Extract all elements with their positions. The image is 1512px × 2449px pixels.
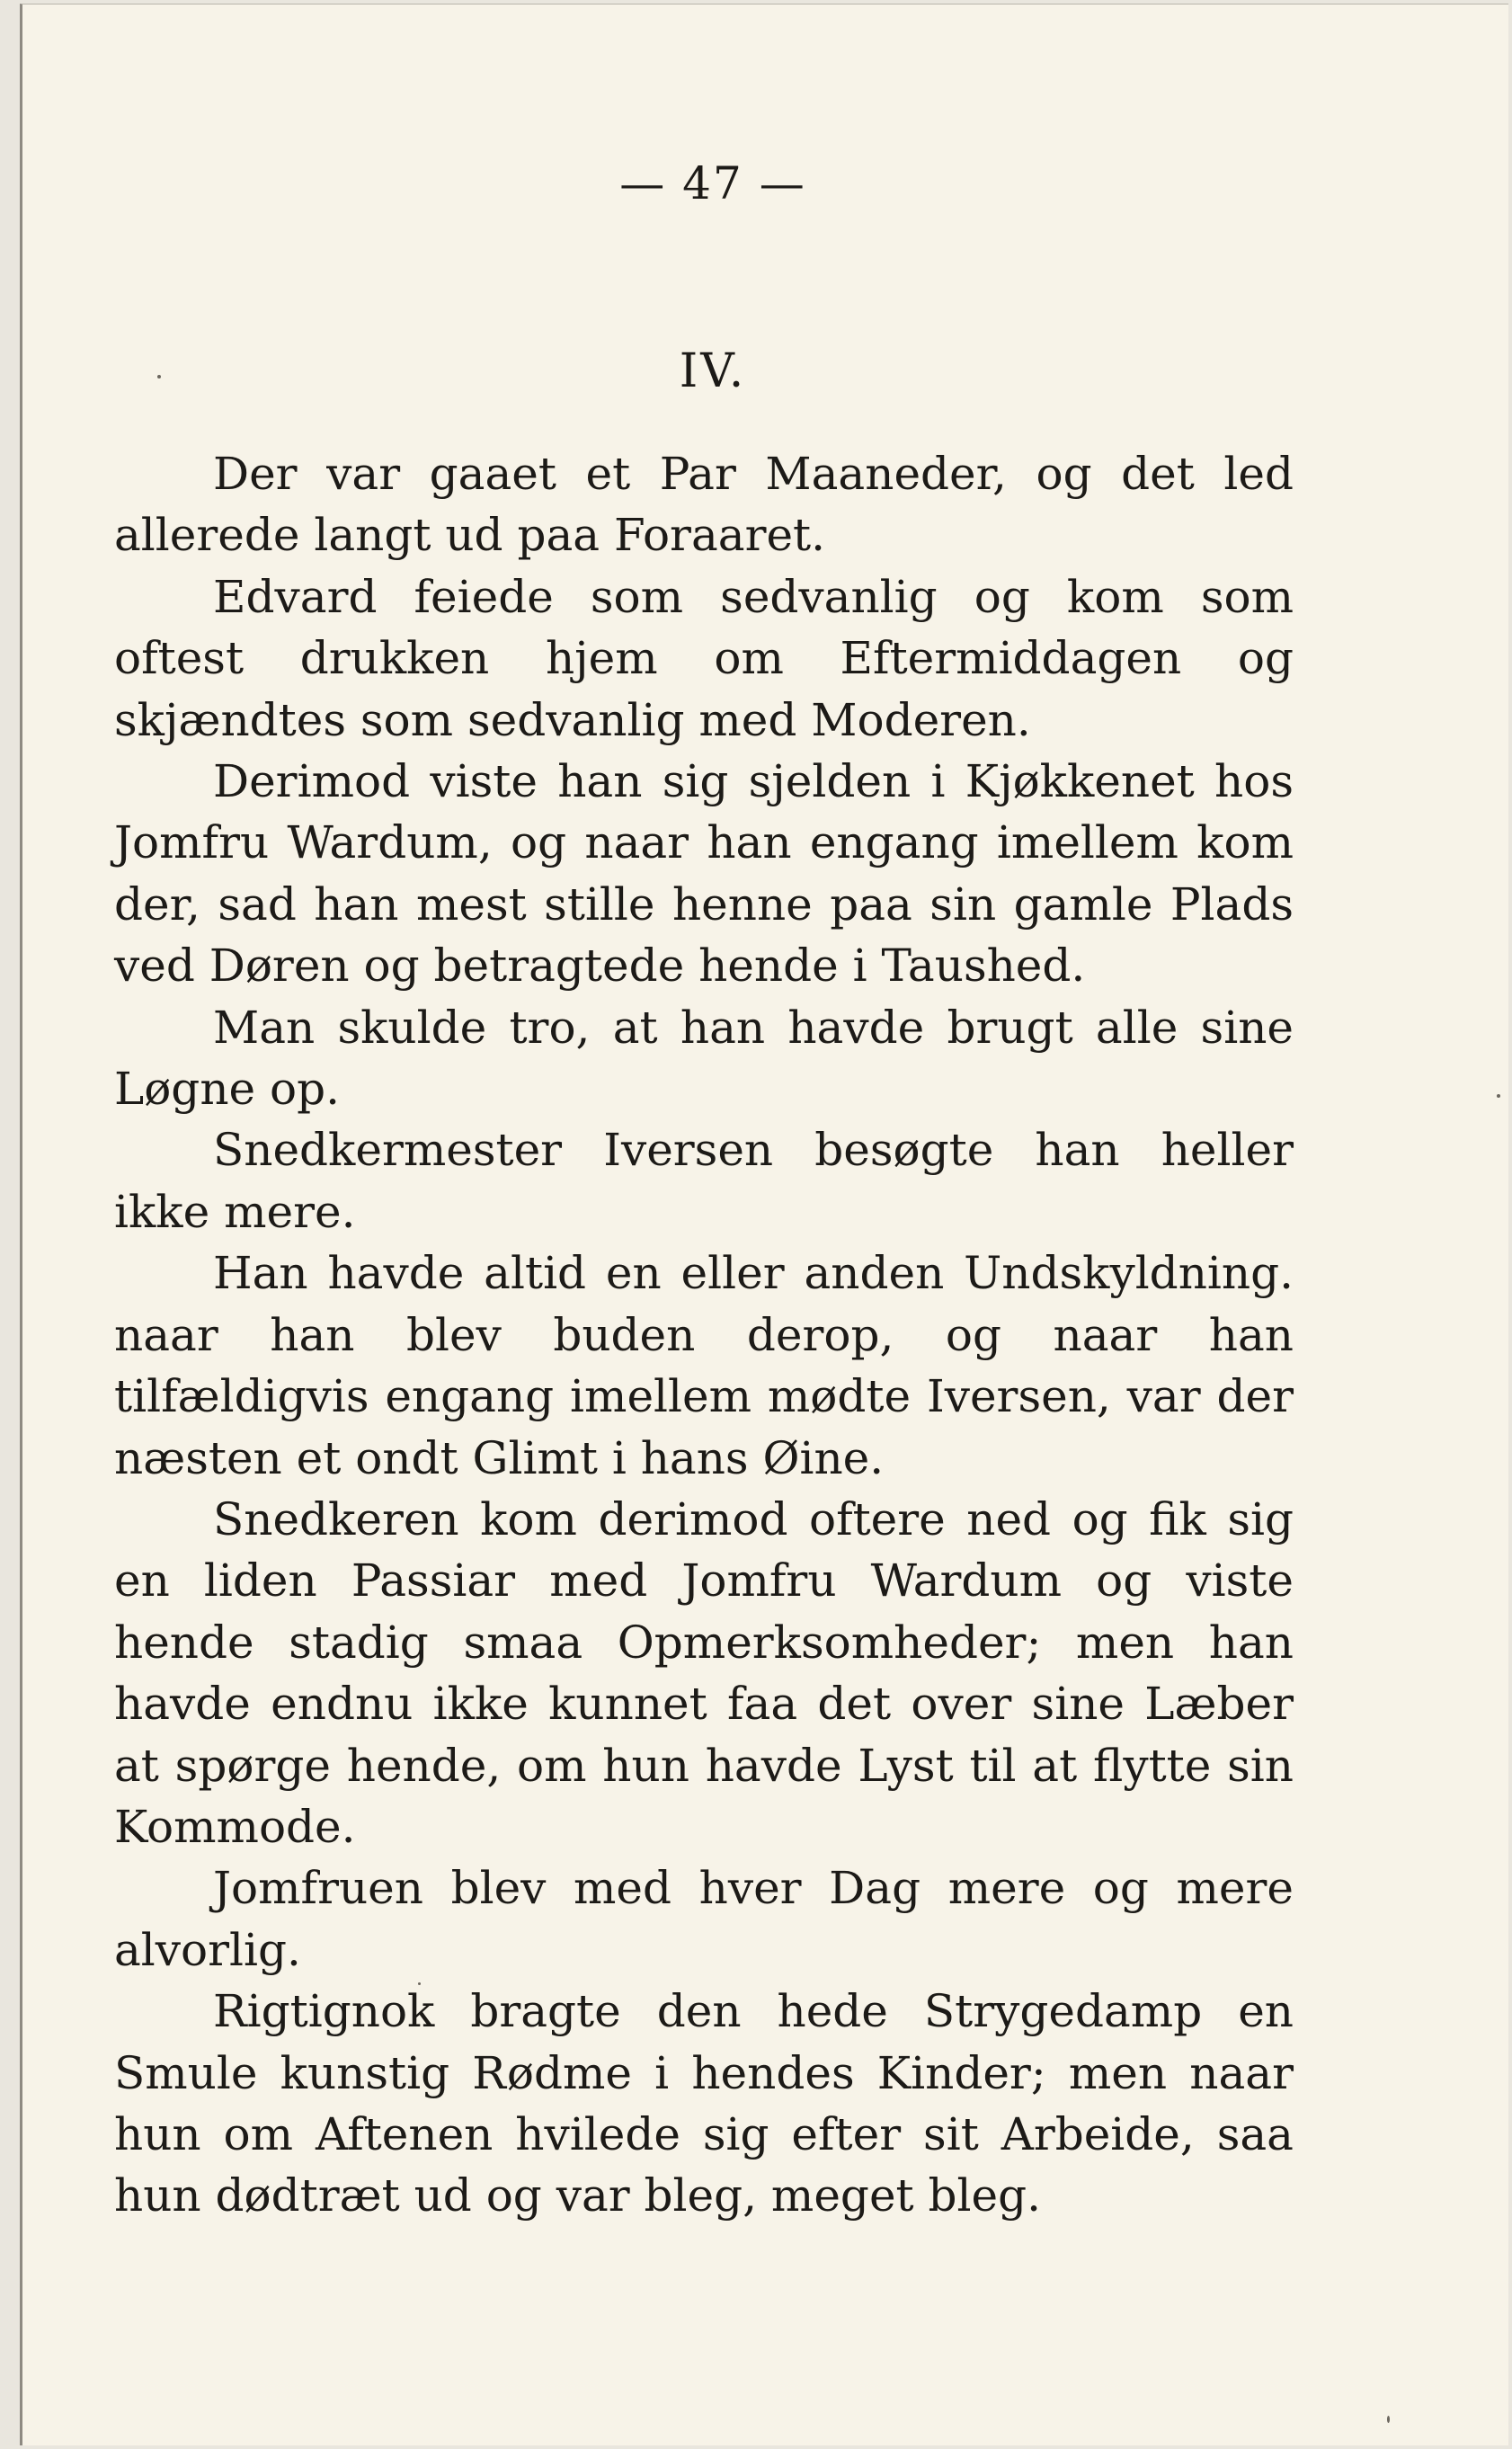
page-number: — 47 — [619, 157, 806, 209]
paragraph: Man skulde tro, at han havde brugt alle sine Løgne op. [114, 1001, 1294, 1116]
book-page [20, 4, 1508, 2445]
paragraph: Der var gaaet et Par Maaneder, og det led allerede langt ud paa Foraaret. [114, 448, 1294, 562]
paragraph: Han havde altid en eller anden Undskyldning. naar han blev buden derop, og naar han tilfældigvis engang imellem mødte Iversen, var der næsten et ondt Glimt i hans Øine. [114, 1247, 1294, 1484]
paragraph: Rigtignok bragte den hede Strygedamp en Smule kunstig Rødme i hendes Kinder; men naar hun om Aftenen hvilede sig efter sit Arbeide, saa hun dødtræt ud og var bleg, meget bleg. [114, 1985, 1294, 2222]
chapter-heading: IV. [679, 344, 747, 398]
paper-speck [418, 1982, 421, 1985]
paragraph: Derimod viste han sig sjelden i Kjøkkenet hos Jomfru Wardum, og naar han engang imellem kom der, sad han mest stille henne paa sin gamle Plads ved Døren og betragtede hende i Taushed. [114, 755, 1294, 993]
paper-speck [157, 375, 161, 378]
paragraph: Snedkeren kom derimod oftere ned og fik sig en liden Passiar med Jomfru Wardum og viste hende stadig smaa Opmerksomheder; men han havde endnu ikke kunnet faa det over sine Læber at spørge hende, om hun havde Lyst til at flytte sin Kommode. [114, 1492, 1294, 1853]
body-text [114, 443, 1294, 2227]
paper-speck [1497, 1094, 1500, 1098]
paragraph: Jomfruen blev med hver Dag mere og mere alvorlig. [114, 1862, 1294, 1976]
paragraph: Edvard feiede som sedvanlig og kom som oftest drukken hjem om Eftermiddagen og skjændtes som sedvanlig med Moderen. [114, 570, 1294, 746]
paragraph: Snedkermester Iversen besøgte han heller ikke mere. [114, 1124, 1294, 1238]
paper-speck [1387, 2416, 1390, 2423]
